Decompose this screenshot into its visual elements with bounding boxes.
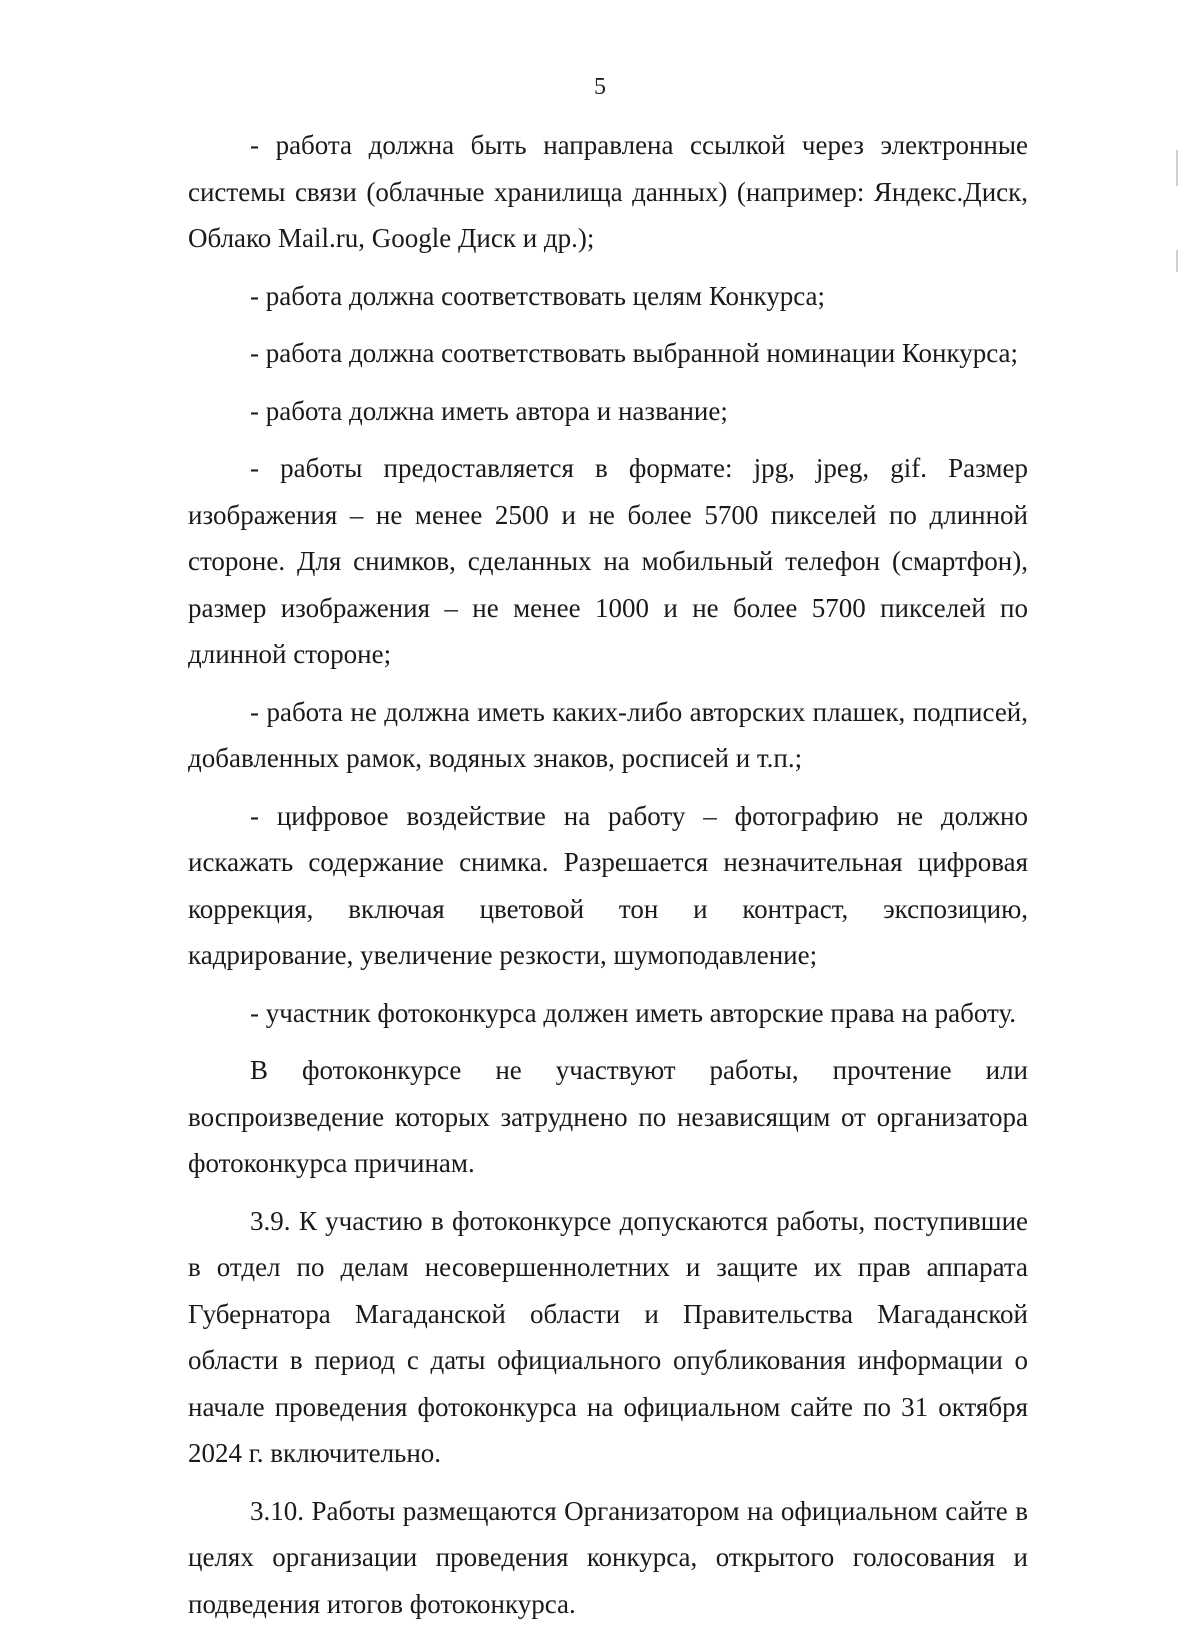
requirement-item-author: - работа должна иметь автора и название;	[188, 388, 1028, 435]
scan-edge-mark-middle	[1176, 250, 1178, 272]
requirement-item-digital-editing: - цифровое воздействие на работу – фотографию не должно искажать содержание снимка. Разрешается незначительная цифровая коррекция, включая цветовой тон и контраст, экспозицию, кадрирование, увеличение резкости, шумоподавление;	[188, 793, 1028, 979]
clause-3-10: 3.10. Работы размещаются Организатором на официальном сайте в целях организации проведения конкурса, открытого голосования и подведения итогов фотоконкурса.	[188, 1488, 1028, 1627]
requirement-item-format: - работы предоставляется в формате: jpg, jpeg, gif. Размер изображения – не менее 2500 и не более 5700 пикселей по длинной стороне. Для снимков, сделанных на мобильный телефон (смартфон), размер изображения – не менее 1000 и не более 5700 пикселей по длинной стороне;	[188, 445, 1028, 678]
exclusion-paragraph: В фотоконкурсе не участвуют работы, прочтение или воспроизведение которых затруднено по независящим от организатора фотоконкурса причинам.	[188, 1047, 1028, 1187]
requirement-item-nomination: - работа должна соответствовать выбранной номинации Конкурса;	[188, 330, 1028, 377]
page-number: 5	[0, 74, 1200, 101]
scan-edge-mark-top	[1176, 150, 1178, 186]
document-body	[188, 122, 1028, 1627]
requirement-item-link: - работа должна быть направлена ссылкой через электронные системы связи (облачные хранилища данных) (например: Яндекс.Диск, Облако Mail.ru, Google Диск и др.);	[188, 122, 1028, 262]
requirement-item-goals: - работа должна соответствовать целям Конкурса;	[188, 273, 1028, 320]
requirement-item-no-marks: - работа не должна иметь каких-либо авторских плашек, подписей, добавленных рамок, водяных знаков, росписей и т.п.;	[188, 689, 1028, 782]
requirement-item-copyright: - участник фотоконкурса должен иметь авторские права на работу.	[188, 990, 1028, 1037]
clause-3-9: 3.9. К участию в фотоконкурсе допускаются работы, поступившие в отдел по делам несовершеннолетних и защите их прав аппарата Губернатора Магаданской области и Правительства Магаданской области в период с даты официального опубликования информации о начале проведения фотоконкурса на официальном сайте по 31 октября 2024 г. включительно.	[188, 1198, 1028, 1477]
